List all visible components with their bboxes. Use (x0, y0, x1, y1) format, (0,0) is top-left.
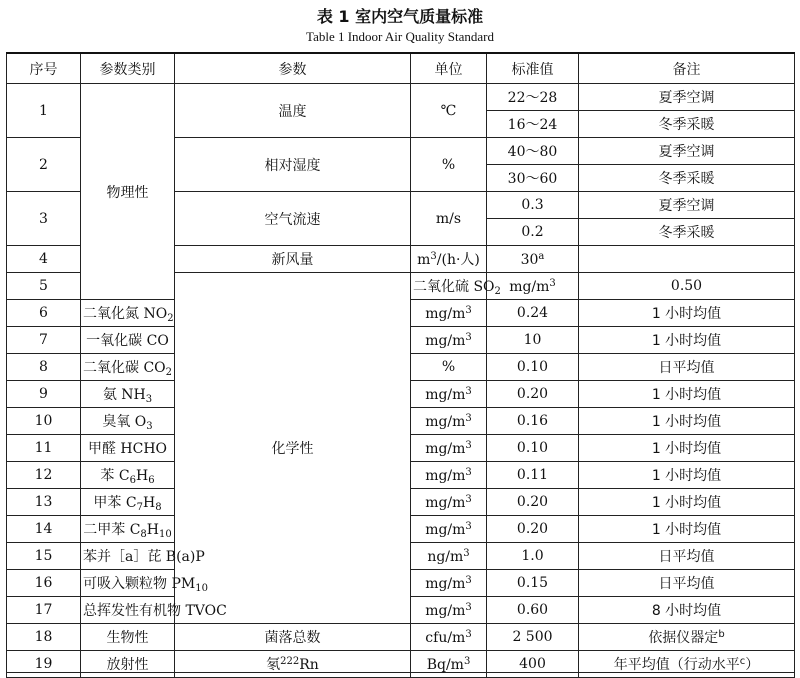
row-number: 7 (7, 327, 81, 354)
standard-value: 0.10 (487, 354, 579, 381)
air-quality-table (6, 52, 795, 678)
category-biological: 生物性 (81, 624, 175, 651)
parameter-name: 新风量 (175, 246, 411, 273)
row-number: 10 (7, 408, 81, 435)
note: 日平均值 (579, 570, 795, 597)
parameter-name: 甲苯 $C_7H_8$ (81, 489, 175, 516)
unit: $mg/m^3$ (411, 489, 487, 516)
unit: $Bq/m^3$ (411, 651, 487, 678)
parameter-name: 二氧化硫 $SO_2$ (411, 273, 487, 300)
unit: $m^3/(h\cdot$人) (411, 246, 487, 273)
note: 夏季空调 (579, 138, 795, 165)
unit: % (411, 138, 487, 192)
standard-value: 0.2 (487, 219, 579, 246)
unit: $mg/m^3$ (411, 408, 487, 435)
parameter-name: 苯并［a］芘 B(a)P (81, 543, 175, 570)
parameter-name: 相对湿度 (175, 138, 411, 192)
row-number: 9 (7, 381, 81, 408)
row-number: 14 (7, 516, 81, 543)
unit: $mg/m^3$ (411, 597, 487, 624)
note: 冬季采暖 (579, 165, 795, 192)
row-number: 13 (7, 489, 81, 516)
row-number: 17 (7, 597, 81, 624)
row-number: 5 (7, 273, 81, 300)
note (579, 246, 795, 273)
table-row (7, 651, 795, 678)
row-number: 6 (7, 300, 81, 327)
table-header-row (7, 53, 795, 84)
row-number: 19 (7, 651, 81, 678)
note: 1 小时均值 (579, 408, 795, 435)
standard-value: 0.60 (487, 597, 579, 624)
note: 1 小时均值 (579, 462, 795, 489)
standard-value: 2 500 (487, 624, 579, 651)
standard-value: 0.16 (487, 408, 579, 435)
col-header-no: 序号 (7, 53, 81, 84)
standard-value: 0.20 (487, 516, 579, 543)
note: 冬季采暖 (579, 219, 795, 246)
unit: $mg/m^3$ (411, 327, 487, 354)
standard-value: 30～60 (487, 165, 579, 192)
note: 日平均值 (579, 543, 795, 570)
note: 1 小时均值 (579, 381, 795, 408)
parameter-name: 氡$^{222}$Rn (175, 651, 411, 678)
category-chemical: 化学性 (175, 273, 411, 624)
note: 年平均值（行动水平$^c$） (579, 651, 795, 678)
unit: ℃ (411, 84, 487, 138)
table-row (7, 84, 795, 111)
col-header-parameter: 参数 (175, 53, 411, 84)
parameter-name: 二甲苯 $C_8H_{10}$ (81, 516, 175, 543)
note: 夏季空调 (579, 84, 795, 111)
table-title-en: Table 1 Indoor Air Quality Standard (306, 29, 494, 44)
category-physical: 物理性 (81, 84, 175, 300)
row-number: 3 (7, 192, 81, 246)
parameter-name: 二氧化氮 $NO_2$ (81, 300, 175, 327)
unit: $mg/m^3$ (411, 381, 487, 408)
col-header-standard: 标准值 (487, 53, 579, 84)
parameter-name: 温度 (175, 84, 411, 138)
col-header-unit: 单位 (411, 53, 487, 84)
standard-value: 0.20 (487, 489, 579, 516)
standard-value: 30$^a$ (487, 246, 579, 273)
parameter-name: 总挥发性有机物 TVOC (81, 597, 175, 624)
table-title-cn: 表 1 室内空气质量标准 (316, 7, 484, 26)
parameter-name: 可吸入颗粒物 $PM_{10}$ (81, 570, 175, 597)
unit: $mg/m^3$ (411, 516, 487, 543)
parameter-name: 甲醛 HCHO (81, 435, 175, 462)
note: 日平均值 (579, 354, 795, 381)
parameter-name: 一氧化碳 CO (81, 327, 175, 354)
parameter-name: 菌落总数 (175, 624, 411, 651)
parameter-name: 二氧化碳 $CO_2$ (81, 354, 175, 381)
parameter-name: 臭氧 $O_3$ (81, 408, 175, 435)
row-number: 11 (7, 435, 81, 462)
category-radioactive: 放射性 (81, 651, 175, 678)
unit: cfu/$m^3$ (411, 624, 487, 651)
unit: m/s (411, 192, 487, 246)
row-number: 16 (7, 570, 81, 597)
standard-value: 0.15 (487, 570, 579, 597)
table-row (7, 624, 795, 651)
note: 夏季空调 (579, 192, 795, 219)
note: 依据仪器定$^b$ (579, 624, 795, 651)
standard-value: 0.24 (487, 300, 579, 327)
row-number: 4 (7, 246, 81, 273)
footer-divider (6, 672, 794, 673)
unit: $mg/m^3$ (411, 462, 487, 489)
col-header-notes: 备注 (579, 53, 795, 84)
standard-value: 400 (487, 651, 579, 678)
standard-value: 0.3 (487, 192, 579, 219)
standard-value: 10 (487, 327, 579, 354)
unit: $mg/m^3$ (411, 300, 487, 327)
standard-value: 0.20 (487, 381, 579, 408)
row-number: 8 (7, 354, 81, 381)
row-number: 1 (7, 84, 81, 138)
note: 1 小时均值 (579, 516, 795, 543)
note: 冬季采暖 (579, 111, 795, 138)
parameter-name: 苯 $C_6H_6$ (81, 462, 175, 489)
row-number: 18 (7, 624, 81, 651)
parameter-name: 氨 $NH_3$ (81, 381, 175, 408)
unit: $mg/m^3$ (411, 435, 487, 462)
note: 1 小时均值 (579, 327, 795, 354)
standard-value: 0.10 (487, 435, 579, 462)
note: 1 小时均值 (579, 300, 795, 327)
standard-value: 22～28 (487, 84, 579, 111)
standard-value: 40～80 (487, 138, 579, 165)
row-number: 12 (7, 462, 81, 489)
parameter-name: 空气流速 (175, 192, 411, 246)
col-header-category: 参数类别 (81, 53, 175, 84)
standard-value: 16～24 (487, 111, 579, 138)
unit: % (411, 354, 487, 381)
row-number: 2 (7, 138, 81, 192)
note: 1 小时均值 (579, 489, 795, 516)
note: 8 小时均值 (579, 597, 795, 624)
standard-value: 1.0 (487, 543, 579, 570)
row-number: 15 (7, 543, 81, 570)
standard-value: 0.11 (487, 462, 579, 489)
unit: $mg/m^3$ (411, 570, 487, 597)
note: 1 小时均值 (579, 435, 795, 462)
unit: $ng/m^3$ (411, 543, 487, 570)
standard-value: 0.50 (579, 273, 795, 300)
unit: $mg/m^3$ (487, 273, 579, 300)
